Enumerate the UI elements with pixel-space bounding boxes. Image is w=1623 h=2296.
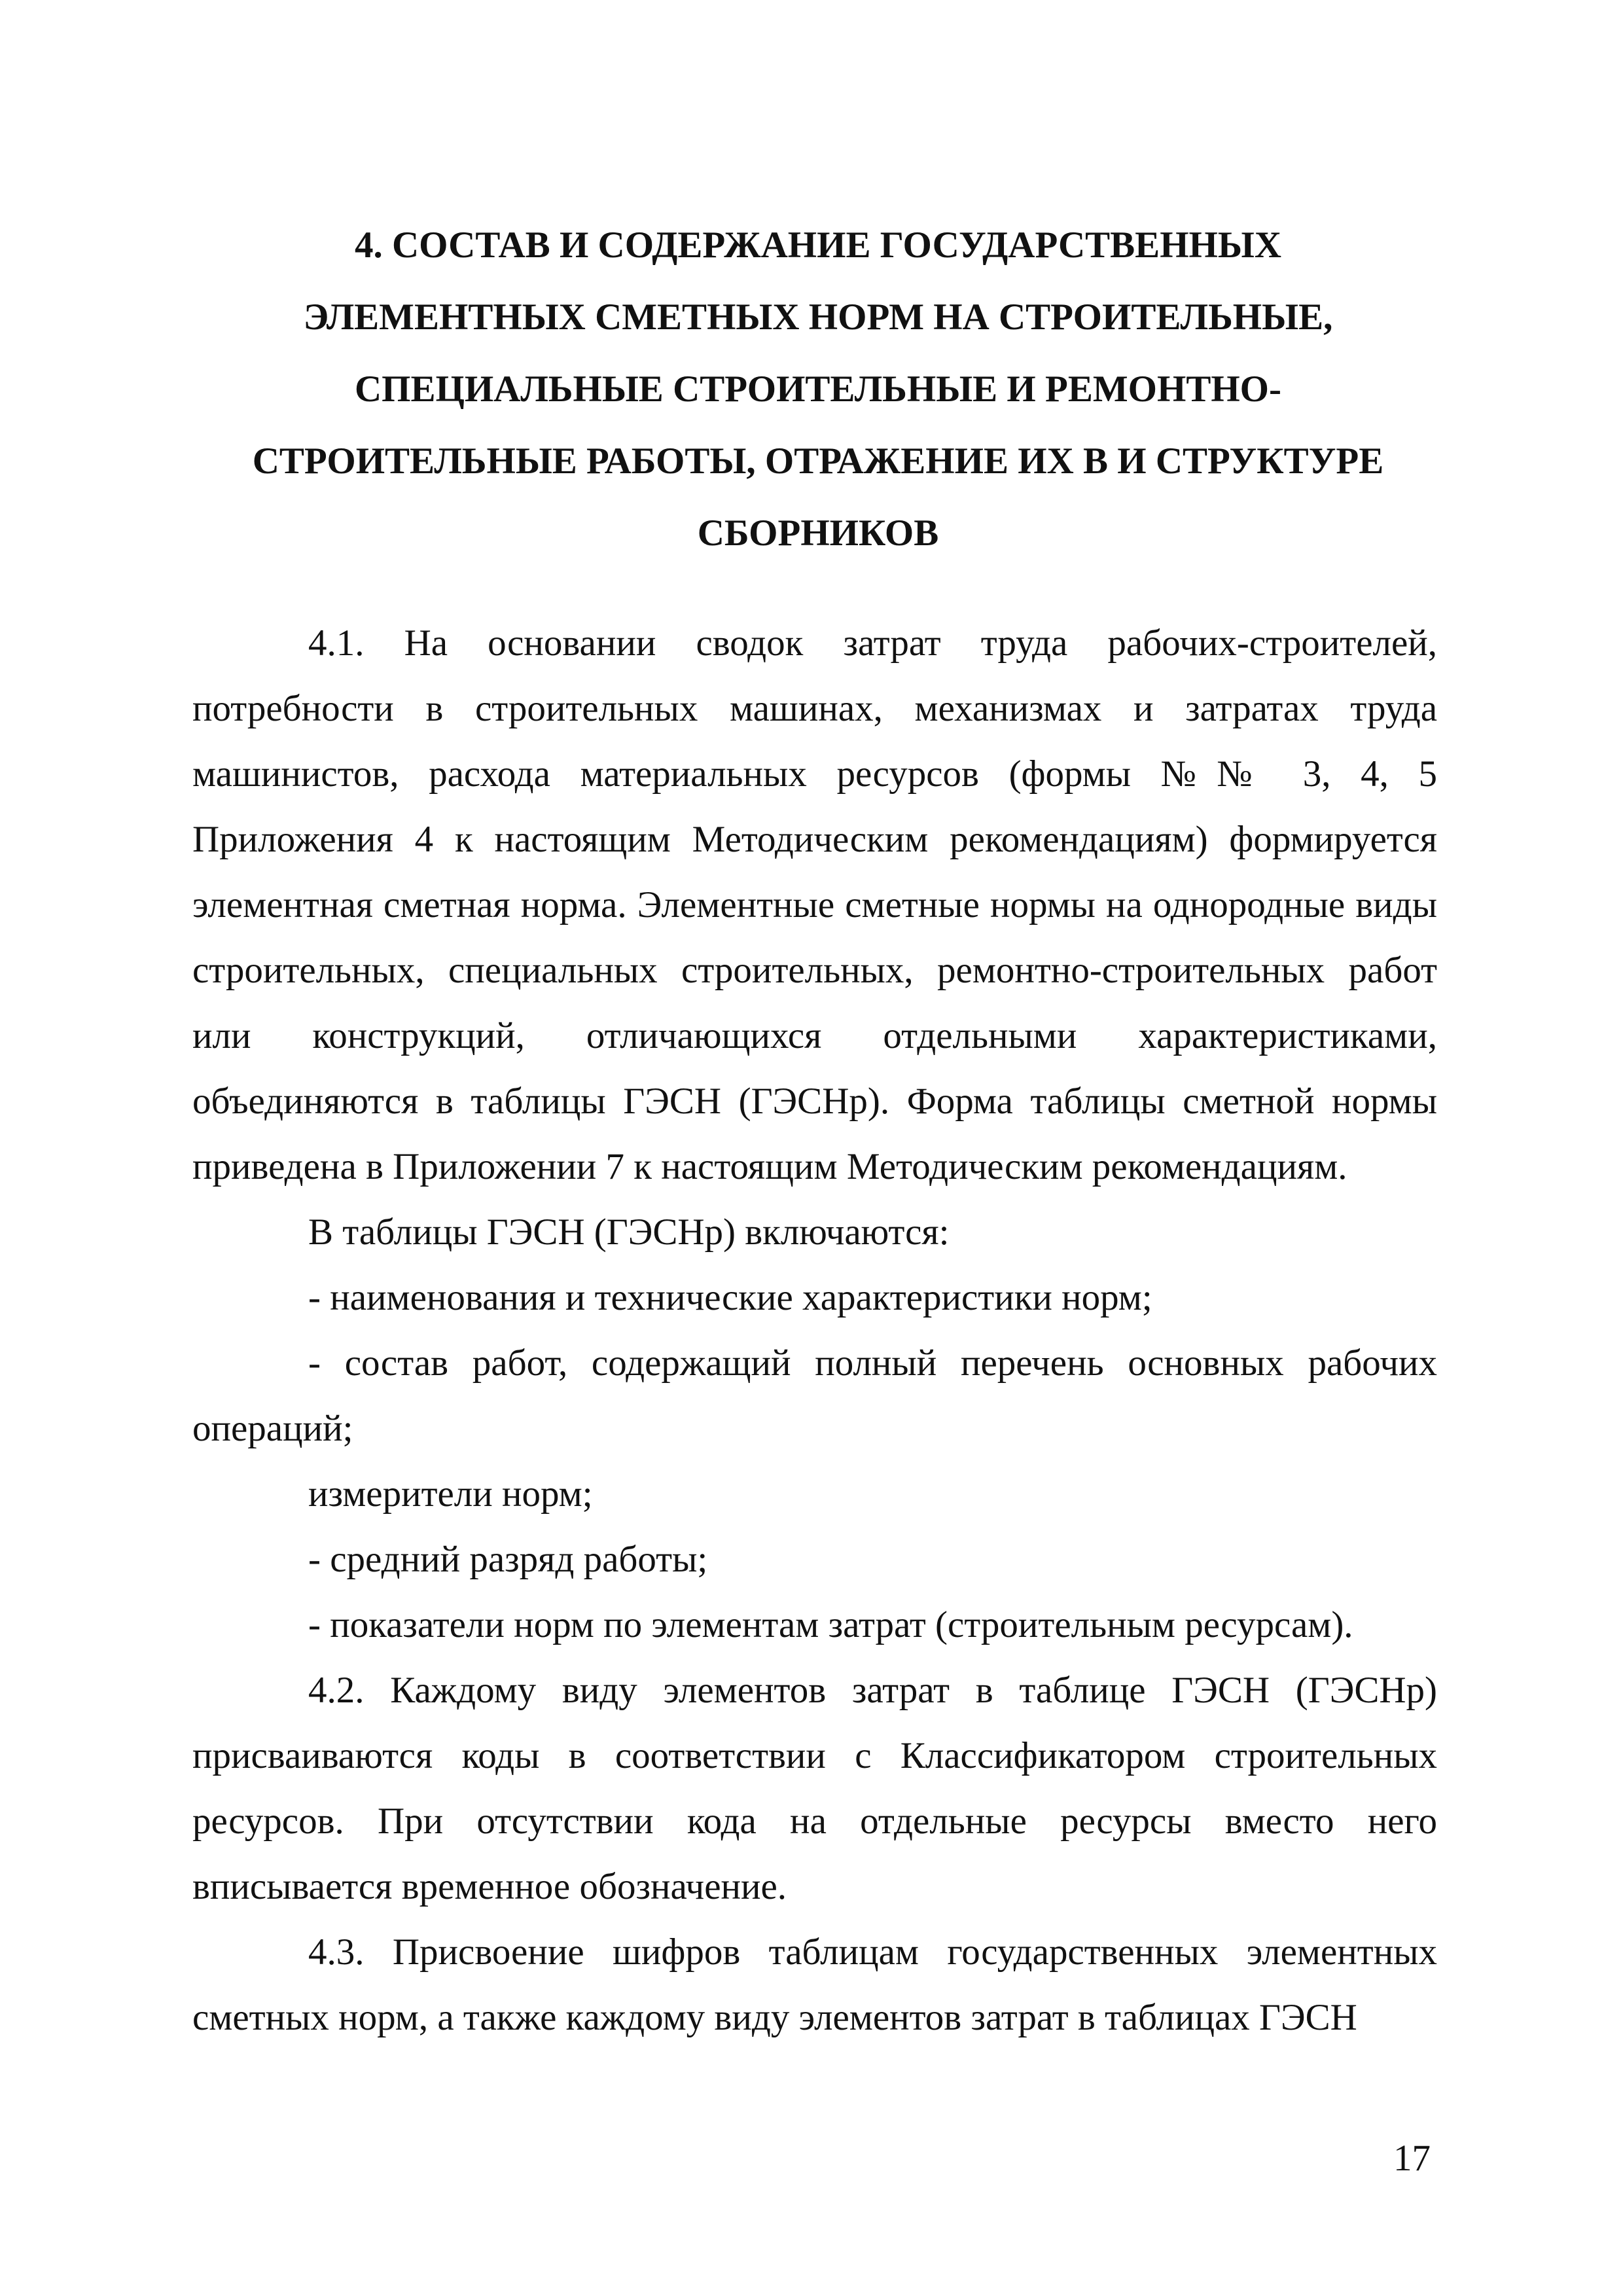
heading-line: СПЕЦИАЛЬНЫЕ СТРОИТЕЛЬНЫЕ И РЕМОНТНО- — [354, 368, 1281, 410]
body-text — [192, 611, 1437, 2051]
paragraph-4-1: 4.1. На основании сводок затрат труда рабочих-строителей, потребности в строительных машинах, механизмах и затратах труда машинистов, расхода материальных ресурсов (формы №№ 3, 4, 5 Приложения 4 к настоящим Методическим рекомендациям) формируется элементная сметная норма. Элементные сметные нормы на однородные виды строительных, специальных строительных, ремонтно-строительных работ или конструкций, отличающихся отдельными характеристиками, объединяются в таблицы ГЭСН (ГЭСНр). Форма таблицы сметной нормы приведена в Приложении 7 к настоящим Методическим рекомендациям. — [192, 622, 1437, 1187]
paragraph-4-3: 4.3. Присвоение шифров таблицам государственных элементных сметных норм, а также каждому виду элементов затрат в таблицах ГЭСН — [192, 1931, 1437, 2038]
section-heading — [196, 209, 1440, 569]
heading-line: СТРОИТЕЛЬНЫЕ РАБОТЫ, ОТРАЖЕНИЕ ИХ В И СТРУКТУРЕ — [252, 440, 1384, 482]
heading-line: СБОРНИКОВ — [697, 512, 939, 554]
list-item: - наименования и технические характеристики норм; — [308, 1277, 1152, 1318]
list-item: - средний разряд работы; — [308, 1539, 708, 1580]
page-number: 17 — [1393, 2138, 1431, 2179]
paragraph-tables-include: В таблицы ГЭСН (ГЭСНр) включаются: — [308, 1211, 950, 1253]
list-item: - показатели норм по элементам затрат (строительным ресурсам). — [308, 1604, 1353, 1645]
heading-line: ЭЛЕМЕНТНЫХ СМЕТНЫХ НОРМ НА СТРОИТЕЛЬНЫЕ, — [303, 296, 1333, 338]
list-item: - состав работ, содержащий полный перечень основных рабочих операций; — [192, 1342, 1437, 1449]
heading-line: 4. СОСТАВ И СОДЕРЖАНИЕ ГОСУДАРСТВЕННЫХ — [354, 224, 1281, 266]
list-item: измерители норм; — [308, 1473, 593, 1515]
paragraph-4-2: 4.2. Каждому виду элементов затрат в таблице ГЭСН (ГЭСНр) присваиваются коды в соответствии с Классификатором строительных ресурсов. При отсутствии кода на отдельные ресурсы вместо него вписывается временное обозначение. — [192, 1670, 1437, 1907]
